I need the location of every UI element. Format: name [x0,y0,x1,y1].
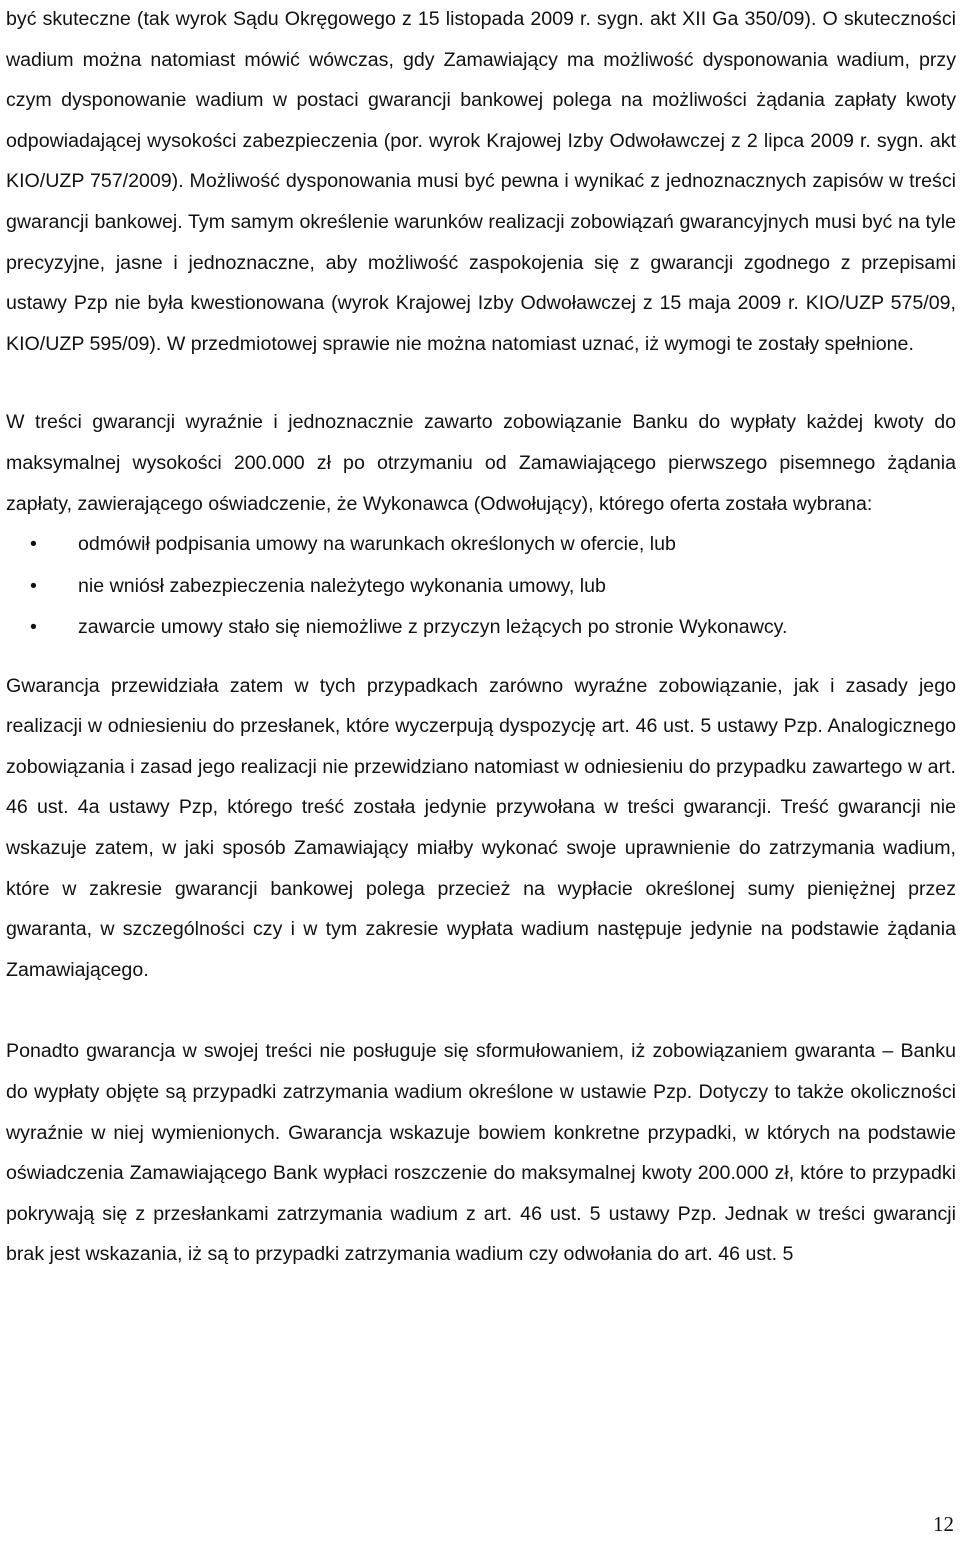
paragraph-guarantee-analysis: Gwarancja przewidziała zatem w tych przypadkach zarówno wyraźne zobowiązanie, jak i zasady jego realizacji w odniesieniu do przesłanek, które wyczerpują dyspozycję art. 46 ust. 5 ustawy Pzp. Analogicznego zobowiązania i zasad jego realizacji nie przewidziano natomiast w odniesieniu do przypadku zawartego w art. 46 ust. 4a ustawy Pzp, którego treść została jedynie przywołana w treści gwarancji. Treść gwarancji nie wskazuje zatem, w jaki sposób Zamawiający miałby wykonać swoje uprawnienie do zatrzymania wadium, które w zakresie gwarancji bankowej polega przecież na wypłacie określonej sumy pieniężnej przez gwaranta, w szczególności czy i w tym zakresie wypłata wadium następuje jedynie na podstawie żądania Zamawiającego. [6,674,956,981]
paragraph-guarantee-content: W treści gwarancji wyraźnie i jednoznacznie zawarto zobowiązanie Banku do wypłaty każdej kwoty do maksymalnej wysokości 200.000 zł po otrzymaniu od Zamawiającego pierwszego pisemnego żądania zapłaty, zawierającego oświadczenie, że Wykonawca (Odwołujący), którego oferta została wybrana: [6,411,956,515]
bullet-icon: • [30,616,37,639]
document-page [6,0,956,1275]
page-number: 12 [933,1512,954,1536]
paragraph-guarantee-wording: Ponadto gwarancja w swojej treści nie posługuje się sformułowaniem, iż zobowiązaniem gwaranta – Banku do wypłaty objęte są przypadki zatrzymania wadium określone w ustawie Pzp. Dotyczy to także okoliczności wyraźnie w niej wymienionych. Gwarancja wskazuje bowiem konkretne przypadki, w których na podstawie oświadczenia Zamawiającego Bank wypłaci roszczenie do maksymalnej kwoty 200.000 zł, które to przypadki pokrywają się z przesłankami zatrzymania wadium z art. 46 ust. 5 ustawy Pzp. Jednak w treści gwarancji brak jest wskazania, iż są to przypadki zatrzymania wadium czy odwołania do art. 46 ust. 5 [6,1040,956,1266]
list-item-text: zawarcie umowy stało się niemożliwe z przyczyn leżących po stronie Wykonawcy. [78,616,788,639]
list-item-text: nie wniósł zabezpieczenia należytego wykonania umowy, lub [78,574,606,597]
list-item [6,566,956,608]
bullet-icon: • [30,574,37,597]
guarantee-conditions-list [6,524,956,649]
list-item [6,524,956,566]
paragraph-wadium-effectiveness: być skuteczne (tak wyrok Sądu Okręgowego z 15 listopada 2009 r. sygn. akt XII Ga 350/09). O skuteczności wadium można natomiast mówić wówczas, gdy Zamawiający ma możliwość dysponowania wadium, przy czym dysponowanie wadium w postaci gwarancji bankowej polega na możliwości żądania zapłaty kwoty odpowiadającej wysokości zabezpieczenia (por. wyrok Krajowej Izby Odwoławczej z 2 lipca 2009 r. sygn. akt KIO/UZP 757/2009). Możliwość dysponowania musi być pewna i wynikać z jednoznacznych zapisów w treści gwarancji bankowej. Tym samym określenie warunków realizacji zobowiązań gwarancyjnych musi być na tyle precyzyjne, jasne i jednoznaczne, aby możliwość zaspokojenia się z gwarancji zgodnego z przepisami ustawy Pzp nie była kwestionowana (wyrok Krajowej Izby Odwoławczej z 15 maja 2009 r. KIO/UZP 575/09, KIO/UZP 595/09). W przedmiotowej sprawie nie można natomiast uznać, iż wymogi te zostały spełnione. [6,8,956,355]
list-item [6,607,956,649]
list-item-text: odmówił podpisania umowy na warunkach określonych w ofercie, lub [78,533,676,556]
bullet-icon: • [30,533,37,556]
